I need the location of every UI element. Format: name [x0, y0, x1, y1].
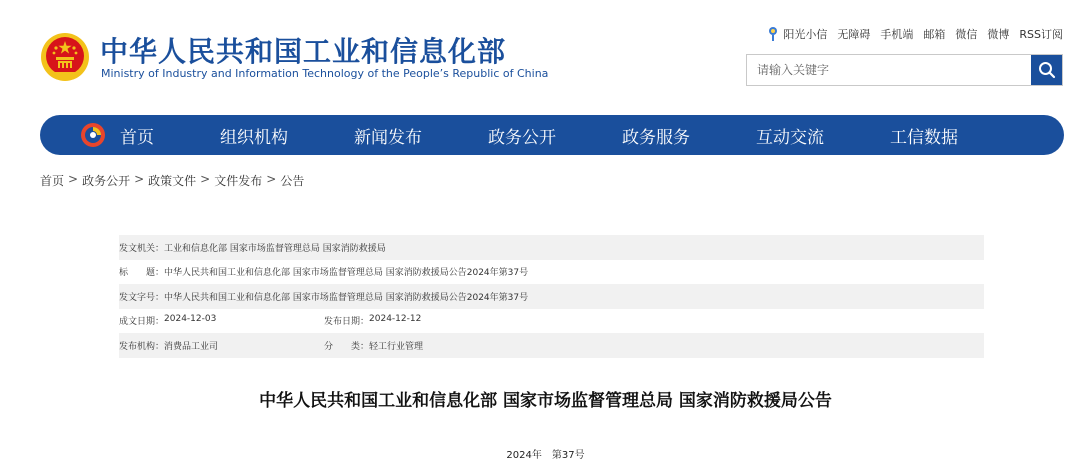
breadcrumb-separator: >	[134, 172, 145, 186]
info-row-org	[119, 333, 984, 358]
accessibility-link[interactable]: 无障碍	[837, 28, 871, 41]
published-cell	[324, 314, 421, 327]
breadcrumb-gov-affairs[interactable]: 政务公开	[82, 174, 131, 188]
nav-gov-affairs[interactable]: 政务公开	[488, 127, 556, 148]
info-row-docno	[119, 284, 984, 309]
weibo-link[interactable]: 微博	[987, 28, 1010, 41]
category-cell	[324, 339, 423, 352]
issuer-label: 发文机关：	[119, 243, 165, 254]
published-label: 发布日期：	[324, 317, 370, 328]
site-title[interactable]: 中华人民共和国工业和信息化部	[100, 35, 507, 68]
top-links	[767, 26, 1063, 42]
breadcrumb-policy[interactable]: 政策文件	[148, 174, 197, 188]
mail-link[interactable]: 邮箱	[923, 28, 946, 41]
search-box	[746, 54, 1063, 86]
nav-gov-services[interactable]: 政务服务	[622, 127, 690, 148]
org-label: 发布机构：	[119, 341, 165, 352]
info-row-dates	[119, 309, 984, 334]
mascot-icon	[767, 26, 779, 42]
nav-organization[interactable]: 组织机构	[220, 127, 288, 148]
document-info-table	[119, 235, 984, 358]
created-cell	[119, 314, 216, 327]
rss-link[interactable]: RSS订阅	[1019, 28, 1063, 41]
breadcrumb-files[interactable]: 文件发布	[214, 174, 263, 188]
created-label: 成文日期：	[119, 317, 165, 328]
breadcrumb-separator: >	[200, 172, 211, 186]
breadcrumb-home[interactable]: 首页	[40, 174, 65, 188]
breadcrumb	[40, 172, 304, 189]
created-value: 2024-12-03	[164, 314, 217, 325]
search-button[interactable]	[1031, 55, 1062, 85]
ministry-logo-icon	[80, 122, 106, 148]
document-title: 中华人民共和国工业和信息化部 国家市场监督管理总局 国家消防救援局公告	[259, 391, 832, 411]
sunshine-link[interactable]: 阳光小信	[767, 26, 827, 42]
info-row-issuer	[119, 235, 984, 260]
breadcrumb-notice[interactable]: 公告	[280, 174, 305, 188]
category-value: 轻工行业管理	[369, 341, 424, 352]
published-value: 2024-12-12	[369, 314, 422, 325]
info-row-title	[119, 260, 984, 285]
issuer-value: 工业和信息化部 国家市场监督管理总局 国家消防救援局	[164, 243, 386, 254]
org-value: 消费品工业司	[164, 341, 219, 352]
nav-interaction[interactable]: 互动交流	[756, 127, 824, 148]
docno-label: 发文字号：	[119, 292, 165, 303]
title-label: 标 题：	[119, 268, 165, 279]
title-value: 中华人民共和国工业和信息化部 国家市场监督管理总局 国家消防救援局公告2024年第37号	[164, 268, 529, 279]
nav-home[interactable]: 首页	[120, 127, 154, 148]
main-nav	[40, 115, 1064, 155]
breadcrumb-separator: >	[68, 172, 79, 186]
search-input[interactable]	[747, 55, 1031, 85]
category-label: 分 类：	[324, 341, 370, 352]
org-cell	[119, 339, 218, 352]
search-icon	[1038, 61, 1056, 79]
site-title-english: Ministry of Industry and Information Technology of the People’s Republic of China	[101, 67, 549, 80]
mobile-link[interactable]: 手机端	[880, 28, 914, 41]
document-number: 2024年 第37号	[506, 450, 585, 461]
wechat-link[interactable]: 微信	[955, 28, 978, 41]
docno-value: 中华人民共和国工业和信息化部 国家市场监督管理总局 国家消防救援局公告2024年第37号	[164, 292, 529, 303]
breadcrumb-separator: >	[266, 172, 277, 186]
national-emblem-icon	[40, 32, 90, 82]
nav-data[interactable]: 工信数据	[890, 127, 958, 148]
nav-news[interactable]: 新闻发布	[354, 127, 422, 148]
